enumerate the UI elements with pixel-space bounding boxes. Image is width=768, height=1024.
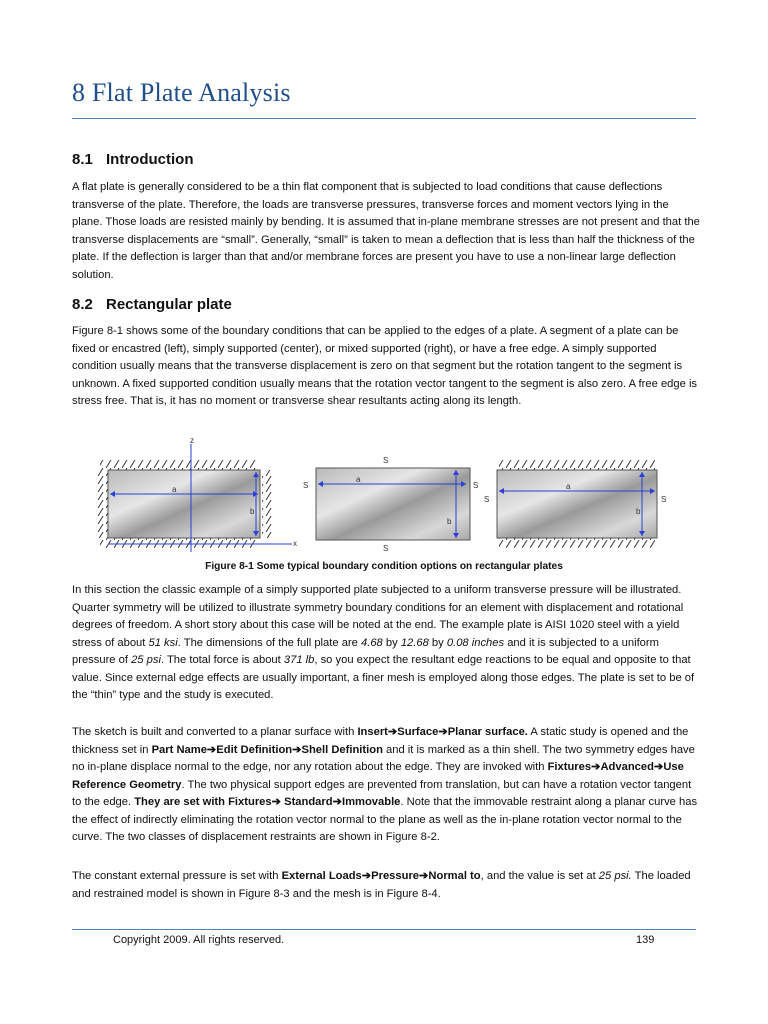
dimension-b-label: b <box>447 517 452 526</box>
x-axis-label: x <box>293 539 297 548</box>
plate-surface <box>497 470 657 538</box>
support-label-left: S <box>303 481 309 490</box>
dimension-a-label: a <box>566 482 571 491</box>
figure-caption: Figure 8-1 Some typical boundary condition options on rectangular plates <box>205 561 563 572</box>
procedure-paragraph: The sketch is built and converted to a planar surface with Insert➔Surface➔Planar surface. A static study is opened and the thickness set in Part Name➔Edit Definition➔Shell Definition and it is marked as a thin shell. The two symmetry edges have no in-plane displace normal to the edge, nor any rotation about the edge. They are invoked with Fixtures➔Advanced➔Use Reference Geometry. The two physical support edges are prevented from translation, but can have a rotation vector tangent to the edge. They are set with Fixtures➔ Standard➔Immovable. Note that the immovable restraint along a planar curve has the effect of indirectly eliminating the rotation vector normal to the plane as well as the in-plane rotation vector normal to the curve. The two classes of displacement restraints are shown in Figure 8-2. <box>72 726 698 843</box>
boundary-conditions-diagram <box>90 436 690 558</box>
section-number: 8.2 <box>72 296 93 313</box>
simply-supported-plate-center <box>303 456 478 553</box>
support-label-bottom: S <box>383 544 389 553</box>
plate-surface <box>108 470 260 538</box>
support-label-right: S <box>661 495 667 504</box>
pressure-paragraph: The constant external pressure is set with External Loads➔Pressure➔Normal to, and the value is set at 25 psi. The loaded and restrained model is shown in Figure 8-3 and the mesh is in Figure 8-4. <box>72 870 691 900</box>
section-heading-rectangular-plate <box>72 296 232 313</box>
page-number: 139 <box>636 934 655 946</box>
section-number: 8.1 <box>72 151 93 168</box>
right-hatch <box>262 470 272 538</box>
dimension-b-label: b <box>250 507 255 516</box>
section-title: Introduction <box>106 151 194 168</box>
intro-paragraph: A flat plate is generally considered to be a thin flat component that is subjected to load conditions that cause deflections transverse of the plate. Therefore, the loads are transverse pressures, transverse forces and moment vectors lying in the plane. Those loads are resisted mainly by bending. It is assumed that in-plane membrane stresses are not present and that the transverse displacements are “small”. Generally, “small” is taken to mean a deflection that is less than half the thickness of the plate. If the deflection is larger than that and/or membrane forces are present you have to use a non-linear large deflection solution. <box>72 181 700 281</box>
top-hatch <box>100 460 258 470</box>
plate-surface <box>316 468 470 540</box>
dimension-a-label: a <box>356 475 361 484</box>
support-label-top: S <box>383 456 389 465</box>
top-hatch <box>499 460 655 470</box>
z-axis-label: z <box>190 436 194 445</box>
dimension-a-label: a <box>172 485 177 494</box>
example-paragraph: In this section the classic example of a simply supported plate subjected to a uniform transverse pressure will be illustrated. Quarter symmetry will be utilized to illustrate symmetry boundary conditions for an element with displacement and rotational degrees of freedom. A short story about this case will be noted at the end. The example plate is AISI 1020 steel with a yield stress of about 51 ksi. The dimensions of the full plate are 4.68 by 12.68 by 0.08 inches and it is subjected to a uniform pressure of 25 psi. The total force is about 371 lb, so you expect the resultant edge reactions to be equal and opposite to that value. Since external edge effects are usually important, a finer mesh is employed along those edges. The plate is set to be of the “thin” type and the study is executed. <box>72 584 695 701</box>
title-rule <box>72 118 696 119</box>
bottom-hatch <box>100 538 258 548</box>
mixed-supported-plate-right <box>484 460 666 548</box>
left-hatch <box>98 470 108 538</box>
chapter-title: 8 Flat Plate Analysis <box>72 78 291 107</box>
copyright-text: Copyright 2009. All rights reserved. <box>113 934 285 946</box>
support-label-right: S <box>473 481 479 490</box>
figure-8-1 <box>90 436 690 558</box>
section-title: Rectangular plate <box>106 296 232 313</box>
rectangular-plate-paragraph: Figure 8-1 shows some of the boundary conditions that can be applied to the edges of a plate. A segment of a plate can be fixed or encastred (left), simply supported (center), or mixed supported (right), or have a free edge. A simply supported condition usually means that the transverse displacement is zero on that segment but the rotation tangent to the segment is unknown. A fixed supported condition usually means that the rotation vector tangent to the segment is also zero. A free edge is stress free. That is, it has no moment or transverse shear resultants acting along its length. <box>72 325 698 407</box>
bottom-hatch <box>499 538 655 548</box>
support-label-left: S <box>484 495 490 504</box>
dimension-b-label: b <box>636 507 641 516</box>
section-heading-introduction <box>72 151 193 168</box>
fixed-plate-left <box>98 436 297 552</box>
footer-rule <box>72 929 696 930</box>
